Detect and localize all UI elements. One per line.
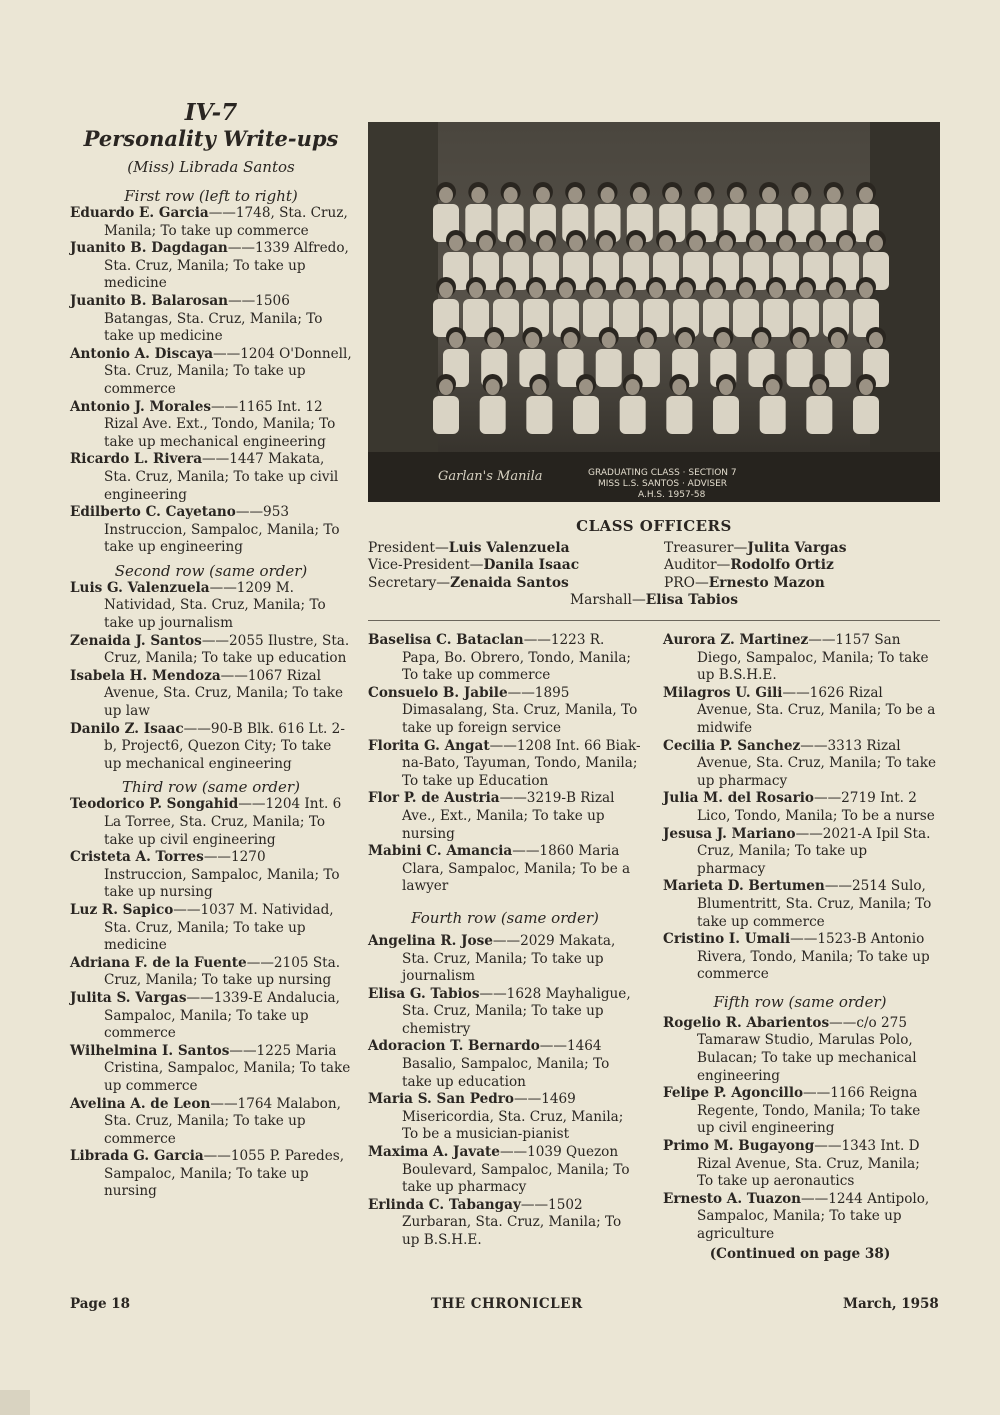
- writeup-entry: [663, 826, 937, 879]
- officer-role: Vice-President: [368, 557, 470, 574]
- photo-figure-face: [504, 187, 518, 203]
- officer-role: Marshall: [569, 592, 632, 609]
- photo-figure-face: [633, 187, 647, 203]
- continued-note: (Continued on page 38): [709, 1245, 891, 1262]
- photo-caption-line-2: MISS L.S. SANTOS · ADVISER: [598, 479, 728, 489]
- photo-figure-face: [799, 282, 813, 298]
- student-name: Primo M. Bugayong: [663, 1138, 815, 1155]
- writeup-entry: [663, 790, 937, 825]
- photo-figure-face: [532, 379, 546, 395]
- student-name: Julita S. Vargas: [70, 989, 187, 1006]
- student-name: Cecilia P. Sanchez: [663, 737, 801, 754]
- officer-name: Julita Vargas: [747, 539, 847, 556]
- writeup-entry: [368, 843, 642, 896]
- photo-figure-face: [471, 187, 485, 203]
- photo-figure-face: [529, 282, 543, 298]
- student-name: Edilberto C. Cayetano: [70, 504, 236, 521]
- student-name: Elisa G. Tabios: [368, 985, 480, 1002]
- writeup-entry: [70, 1096, 352, 1149]
- writeup-entry: [70, 240, 352, 293]
- photo-figure-face: [697, 187, 711, 203]
- class-officers: [368, 518, 940, 610]
- row-heading: First row (left to right): [124, 187, 298, 205]
- student-details: ——1628 Mayhaligue, Sta. Cruz, Manila; To take up chemistry: [402, 985, 631, 1037]
- student-details: ——1165 Int. 12 Rizal Ave. Ext., Tondo, Manila; To take up mechanical engineering: [104, 398, 336, 450]
- student-name: Cristino I. Umali: [663, 931, 791, 948]
- officer-name: Elisa Tabios: [645, 592, 739, 609]
- photo-figure: [760, 396, 786, 434]
- student-details: ——1339-E Andalucia, Sampaloc, Manila; To take up commerce: [104, 989, 340, 1042]
- photo-figure-face: [564, 332, 578, 348]
- photo-figure-face: [672, 379, 686, 395]
- officer-item: Secretary—Zenaida Santos: [368, 574, 569, 591]
- photo-figure-face: [749, 235, 763, 251]
- photo-figure: [853, 396, 879, 434]
- student-details: ——1502 Zurbaran, Sta. Cruz, Manila; To up B.S.H.E.: [402, 1196, 622, 1248]
- officer-name: Ernesto Mazon: [708, 574, 825, 591]
- photo-figure-face: [626, 379, 640, 395]
- writeup-entry: [368, 1144, 642, 1197]
- student-name: Flor P. de Austria: [368, 790, 500, 807]
- right-column: [663, 632, 937, 1263]
- photo-figure: [666, 396, 692, 434]
- section-subtitle: Personality Write-ups: [83, 126, 339, 151]
- student-name: Ernesto A. Tuazon: [663, 1190, 802, 1207]
- adviser-name: (Miss) Librada Santos: [127, 158, 295, 176]
- student-details: ——1225 Maria Cristina, Sampaloc, Manila; To take up commerce: [104, 1042, 351, 1094]
- writeup-entry: [368, 632, 642, 685]
- writeup-entry: [70, 990, 352, 1043]
- writeup-entry: [663, 931, 937, 984]
- student-name: Julia M. del Rosario: [663, 790, 814, 807]
- student-details: ——1523-B Antonio Rivera, Tondo, Manila; To take up commerce: [697, 931, 930, 983]
- officer-role: President: [368, 539, 435, 556]
- photo-figure-face: [679, 282, 693, 298]
- writeup-entry: [70, 955, 352, 990]
- photo-figure-face: [730, 187, 744, 203]
- photo-figure-face: [678, 332, 692, 348]
- class-photo-image: [368, 122, 940, 502]
- writeup-entry: [70, 633, 352, 668]
- photo-figure-face: [619, 282, 633, 298]
- student-details: ——1748, Sta. Cruz, Manila; To take up commerce: [104, 205, 348, 239]
- publication-name: THE CHRONICLER: [431, 1296, 583, 1312]
- photo-figure: [787, 349, 813, 387]
- writeup-entry: [368, 1038, 642, 1091]
- student-name: Zenaida J. Santos: [70, 632, 202, 649]
- student-name: Adoracion T. Bernardo: [368, 1038, 540, 1055]
- photo-figure-face: [793, 332, 807, 348]
- writeup-entry: [368, 986, 642, 1039]
- photo-figure-face: [859, 282, 873, 298]
- photo-figure-face: [859, 187, 873, 203]
- writeup-entry: [368, 738, 642, 791]
- writeup-entry: [70, 399, 352, 452]
- row-heading: Fifth row (same order): [713, 992, 887, 1011]
- student-name: Maria S. San Pedro: [368, 1091, 514, 1108]
- student-details: ——1055 P. Paredes, Sampaloc, Manila; To take up nursing: [104, 1148, 345, 1200]
- photo-figure-face: [779, 235, 793, 251]
- row-heading: Second row (same order): [114, 561, 308, 580]
- officer-role: Auditor: [664, 557, 717, 574]
- middle-column: [368, 632, 642, 1250]
- officer-role: PRO: [664, 574, 695, 591]
- photo-figure-face: [569, 235, 583, 251]
- photo-caption-line-3: A.H.S. 1957-58: [638, 490, 706, 500]
- issue-date: March, 1958: [843, 1296, 939, 1312]
- student-details: ——3313 Rizal Avenue, Sta. Cruz, Manila; To take up pharmacy: [697, 737, 937, 789]
- photo-figure-face: [709, 282, 723, 298]
- photo-figure-face: [536, 187, 550, 203]
- writeup-entry: [70, 504, 352, 557]
- photo-figure: [596, 349, 622, 387]
- officer-item: Auditor—Rodolfo Ortiz: [664, 557, 834, 574]
- writeup-entry: [70, 796, 352, 849]
- student-name: Consuelo B. Jabile: [368, 684, 508, 701]
- photo-figure-face: [869, 235, 883, 251]
- photo-figure-face: [794, 187, 808, 203]
- student-name: Antonio A. Discaya: [70, 345, 214, 362]
- writeup-entry: [70, 346, 352, 399]
- student-details: ——2514 Sulo, Blumentritt, Sta. Cruz, Manila; To take up commerce: [697, 878, 932, 930]
- student-name: Erlinda C. Tabangay: [368, 1196, 521, 1213]
- student-name: Maxima A. Javate: [368, 1144, 500, 1161]
- officer-name: Danila Isaac: [483, 557, 580, 574]
- writeup-entry: [368, 1197, 642, 1250]
- writeup-entry: [663, 632, 937, 685]
- officer-item: PRO—Ernesto Mazon: [664, 574, 825, 591]
- officer-item: Vice-President—Danila Isaac: [368, 557, 580, 574]
- photo-figure-face: [568, 187, 582, 203]
- writeup-entry: [663, 1138, 937, 1191]
- student-details: ——2029 Makata, Sta. Cruz, Manila; To take up journalism: [402, 932, 616, 985]
- writeup-entry: [368, 790, 642, 843]
- student-details: ——1464 Basalio, Sampaloc, Manila; To take up education: [402, 1038, 610, 1090]
- student-name: Angelina R. Jose: [368, 932, 493, 949]
- writeup-entry: [663, 738, 937, 791]
- student-name: Milagros U. Gili: [663, 684, 783, 701]
- photo-figure-face: [659, 235, 673, 251]
- student-details: ——1204 O'Donnell, Sta. Cruz, Manila; To take up commerce: [104, 345, 352, 397]
- officer-role: Secretary: [368, 574, 437, 591]
- student-name: Marieta D. Bertumen: [663, 878, 825, 895]
- photo-figure-face: [487, 332, 501, 348]
- student-name: Luz R. Sapico: [70, 901, 174, 918]
- student-details: ——1037 M. Natividad, Sta. Cruz, Manila; To take up medicine: [104, 901, 334, 954]
- writeup-entry: [70, 1043, 352, 1096]
- student-name: Jesusa J. Mariano: [663, 825, 796, 842]
- student-details: ——2055 Ilustre, Sta. Cruz, Manila; To take up education: [104, 632, 350, 667]
- student-name: Juanito B. Dagdagan: [70, 240, 228, 257]
- student-details: ——3219-B Rizal Ave., Ext., Manila; To take up nursing: [402, 790, 615, 842]
- student-details: ——1244 Antipolo, Sampaloc, Manila; To take up agriculture: [697, 1190, 930, 1242]
- photo-figure-face: [812, 379, 826, 395]
- section-title: IV-7: [184, 99, 238, 126]
- writeup-entry: [663, 1191, 937, 1244]
- photo-figure-face: [766, 379, 780, 395]
- photo-figure-face: [601, 187, 615, 203]
- row-heading: Third row (same order): [122, 778, 300, 797]
- writeup-entry: [70, 205, 352, 240]
- student-name: Isabela H. Mendoza: [70, 667, 221, 684]
- student-name: Antonio J. Morales: [70, 398, 212, 415]
- writeup-entry: [368, 933, 642, 986]
- student-details: ——1223 R. Papa, Bo. Obrero, Tondo, Manila; To take up commerce: [402, 632, 632, 684]
- writeup-entry: [70, 721, 352, 774]
- row-heading: Fourth row (same order): [411, 908, 599, 927]
- photo-figure-face: [579, 379, 593, 395]
- photo-figure-face: [439, 282, 453, 298]
- photo-figure-face: [479, 235, 493, 251]
- photo-figure-face: [762, 187, 776, 203]
- photo-figure: [480, 396, 506, 434]
- photo-figure-face: [499, 282, 513, 298]
- photo-figure-face: [509, 235, 523, 251]
- student-details: ——1626 Rizal Avenue, Sta. Cruz, Manila; To be a midwife: [697, 684, 936, 736]
- student-name: Cristeta A. Torres: [70, 849, 204, 866]
- photo-figure-face: [716, 332, 730, 348]
- student-details: ——1343 Int. D Rizal Avenue, Sta. Cruz, Manila; To take up aeronautics: [697, 1138, 920, 1190]
- photo-signature: Garlan's Manila: [438, 469, 543, 484]
- photo-figure-face: [689, 235, 703, 251]
- photo-figure-face: [602, 332, 616, 348]
- photo-figure: [526, 396, 552, 434]
- photo-figure-face: [525, 332, 539, 348]
- writeup-entry: [70, 451, 352, 504]
- student-details: ——1270 Instruccion, Sampaloc, Manila; To take up nursing: [104, 849, 340, 901]
- student-details: ——1339 Alfredo, Sta. Cruz, Manila; To take up medicine: [104, 240, 349, 292]
- officer-name: Zenaida Santos: [450, 574, 569, 591]
- student-details: ——1204 Int. 6 La Torree, Sta. Cruz, Manila; To take up civil engineering: [104, 796, 342, 848]
- photo-figure: [713, 396, 739, 434]
- student-details: ——90-B Blk. 616 Lt. 2-b, Project6, Quezon City; To take up mechanical engineering: [104, 720, 345, 772]
- student-details: ——2719 Int. 2 Lico, Tondo, Manila; To be a nurse: [697, 790, 935, 824]
- photo-figure-face: [769, 282, 783, 298]
- photo-figure-face: [469, 282, 483, 298]
- student-details: ——1208 Int. 66 Biak-na-Bato, Tayuman, Tondo, Manila; To take up Education: [402, 737, 641, 789]
- photo-figure-face: [869, 332, 883, 348]
- writeup-entry: [368, 1091, 642, 1144]
- photo-figure-face: [486, 379, 500, 395]
- photo-figure: [573, 396, 599, 434]
- student-details: ——953 Instruccion, Sampaloc, Manila; To take up engineering: [104, 504, 340, 556]
- officer-name: Luis Valenzuela: [448, 539, 570, 556]
- student-name: Felipe P. Agoncillo: [663, 1085, 804, 1102]
- officer-item: Treasurer—Julita Vargas: [664, 539, 847, 556]
- student-name: Baselisa C. Bataclan: [368, 632, 524, 648]
- class-photo: [368, 122, 940, 502]
- photo-caption-line-1: GRADUATING CLASS · SECTION 7: [588, 468, 737, 478]
- divider: [368, 620, 940, 621]
- student-name: Eduardo E. Garcia: [70, 205, 209, 221]
- photo-figure-face: [719, 379, 733, 395]
- student-details: ——1506 Batangas, Sta. Cruz, Manila; To take up medicine: [104, 292, 323, 345]
- student-details: ——1166 Reigna Regente, Tondo, Manila; To take up civil engineering: [697, 1085, 921, 1137]
- photo-figure-face: [839, 235, 853, 251]
- photo-figure: [433, 396, 459, 434]
- photo-figure-face: [559, 282, 573, 298]
- writeup-entry: [70, 668, 352, 721]
- photo-figure-face: [649, 282, 663, 298]
- student-name: Juanito B. Balarosan: [70, 292, 229, 309]
- photo-figure-face: [827, 187, 841, 203]
- binding-edge: [0, 1390, 30, 1415]
- photo-figure-face: [831, 332, 845, 348]
- student-details: ——1860 Maria Clara, Sampaloc, Manila; To be a lawyer: [402, 843, 631, 895]
- student-details: ——1157 San Diego, Sampaloc, Manila; To take up B.S.H.E.: [697, 632, 929, 684]
- officer-name: Rodolfo Ortiz: [730, 557, 834, 574]
- student-details: ——2021-A Ipil Sta. Cruz, Manila; To take up pharmacy: [697, 825, 931, 877]
- student-details: ——1895 Dimasalang, Sta. Cruz, Manila, To take up foreign service: [402, 684, 638, 736]
- photo-figure-face: [754, 332, 768, 348]
- left-column: [70, 100, 352, 1201]
- student-details: ——1469 Misericordia, Sta. Cruz, Manila; To be a musician-pianist: [402, 1091, 624, 1143]
- officer-marshal: Marshall—Elisa Tabios: [569, 592, 739, 609]
- photo-figure-face: [640, 332, 654, 348]
- student-name: Avelina A. de Leon: [70, 1095, 211, 1112]
- photo-figure-face: [809, 235, 823, 251]
- photo-figure: [463, 299, 489, 337]
- officer-role: Treasurer: [664, 539, 734, 556]
- officers-list: [368, 540, 940, 593]
- writeup-entry: [663, 878, 937, 931]
- photo-figure-face: [589, 282, 603, 298]
- photo-figure-face: [449, 332, 463, 348]
- writeup-entry: [70, 293, 352, 346]
- page-number: Page 18: [70, 1296, 131, 1312]
- student-details: ——1067 Rizal Avenue, Sta. Cruz, Manila; To take up law: [104, 667, 344, 720]
- photo-figure-face: [439, 187, 453, 203]
- photo-figure-face: [719, 235, 733, 251]
- photo-figure-face: [859, 379, 873, 395]
- student-name: Danilo Z. Isaac: [70, 720, 184, 737]
- student-name: Adriana F. de la Fuente: [70, 954, 247, 971]
- photo-figure-face: [539, 235, 553, 251]
- writeup-entry: [368, 685, 642, 738]
- writeup-entry: [70, 1148, 352, 1201]
- student-details: ——1039 Quezon Boulevard, Sampaloc, Manila; To take up pharmacy: [402, 1144, 630, 1196]
- student-details: ——c/o 275 Tamaraw Studio, Marulas Polo, Bulacan; To take up mechanical engineering: [697, 1014, 917, 1084]
- photo-figure-face: [739, 282, 753, 298]
- student-details: ——1447 Makata, Sta. Cruz, Manila; To take up civil engineering: [104, 451, 339, 503]
- writeup-entry: [663, 1085, 937, 1138]
- student-details: ——2105 Sta. Cruz, Manila; To take up nursing: [104, 954, 341, 989]
- photo-figure-face: [629, 235, 643, 251]
- student-name: Luis G. Valenzuela: [70, 579, 210, 596]
- student-details: ——1209 M. Natividad, Sta. Cruz, Manila; To take up journalism: [104, 579, 326, 632]
- photo-figure-face: [665, 187, 679, 203]
- officers-heading: CLASS OFFICERS: [576, 517, 732, 535]
- photo-figure-face: [829, 282, 843, 298]
- student-name: Teodorico P. Songahid: [70, 796, 239, 813]
- student-details: ——1764 Malabon, Sta. Cruz, Manila; To take up commerce: [104, 1095, 341, 1147]
- student-name: Mabini C. Amancia: [368, 843, 513, 860]
- writeup-entry: [70, 580, 352, 633]
- photo-figure: [620, 396, 646, 434]
- officer-item: President—Luis Valenzuela: [368, 539, 570, 556]
- student-name: Ricardo L. Rivera: [70, 451, 203, 468]
- photo-figure-face: [449, 235, 463, 251]
- writeup-entry: [663, 685, 937, 738]
- student-name: Librada G. Garcia: [70, 1148, 204, 1165]
- student-name: Aurora Z. Martinez: [663, 632, 809, 648]
- photo-figure: [806, 396, 832, 434]
- photo-figure-face: [599, 235, 613, 251]
- student-name: Florita G. Angat: [368, 737, 490, 754]
- writeup-entry: [663, 1015, 937, 1085]
- writeup-entry: [70, 849, 352, 902]
- left-entries: [70, 188, 352, 1201]
- photo-figure-face: [439, 379, 453, 395]
- student-name: Wilhelmina I. Santos: [70, 1042, 230, 1059]
- writeup-entry: [70, 902, 352, 955]
- student-name: Rogelio R. Abarientos: [663, 1014, 830, 1031]
